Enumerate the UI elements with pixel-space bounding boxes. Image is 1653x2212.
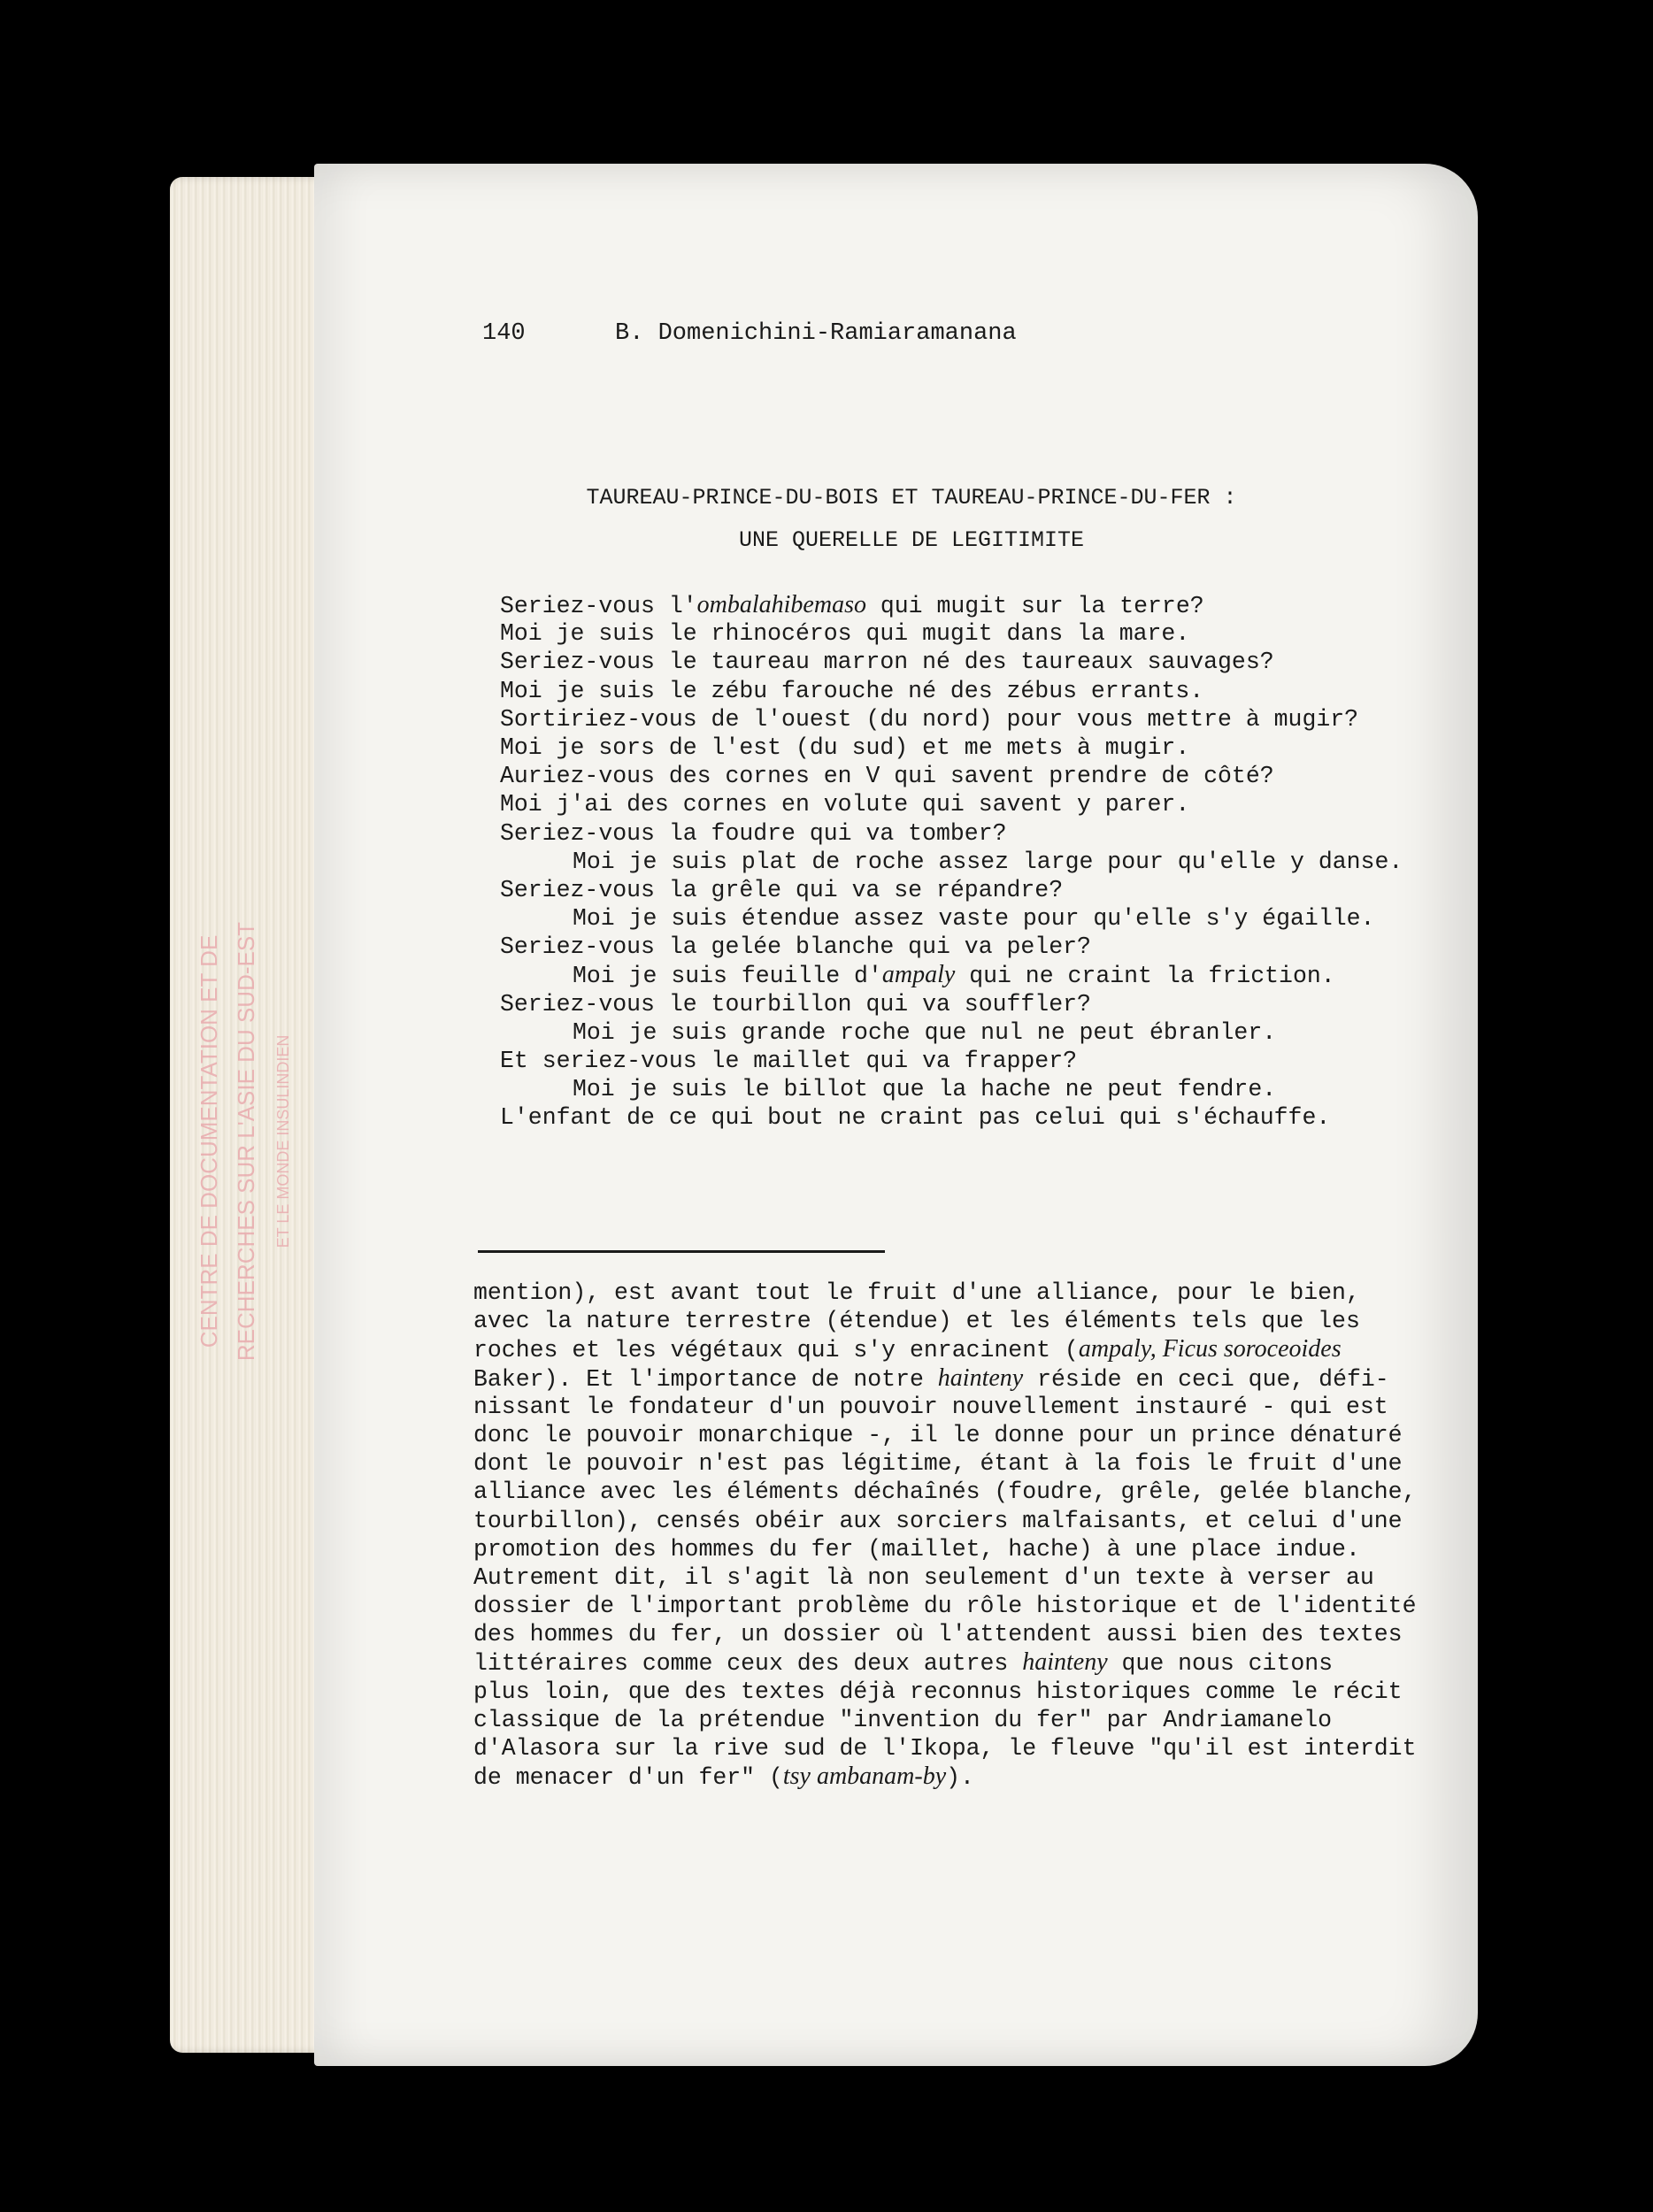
poem-line: Moi j'ai des cornes en volute qui savent y parer. xyxy=(500,791,1190,818)
poem-line: Auriez-vous des cornes en V qui savent prendre de côté? xyxy=(500,763,1274,790)
page-number: 140 xyxy=(482,320,526,347)
poem-line: Sortiriez-vous de l'ouest (du nord) pour vous mettre à mugir? xyxy=(500,705,1359,733)
text-line xyxy=(473,1335,1434,1363)
text: ). xyxy=(946,1764,974,1792)
italic-term: ombalahibemaso xyxy=(696,591,866,618)
text-line: Autrement dit, il s'agit là non seulement d'un texte à verser au xyxy=(473,1563,1374,1591)
text: Seriez-vous l' xyxy=(500,593,697,619)
text-line: avec la nature terrestre (étendue) et les éléments tels que les xyxy=(473,1308,1360,1335)
section-rule xyxy=(478,1250,885,1253)
poem-line xyxy=(500,591,1403,619)
text: qui ne craint la friction. xyxy=(955,963,1335,990)
text-line: plus loin, que des textes déjà reconnus historiques comme le récit xyxy=(473,1678,1403,1705)
text: roches et les végétaux qui s'y enracinent ( xyxy=(473,1337,1079,1364)
text: Moi je suis feuille d' xyxy=(573,963,882,990)
poem-line: Moi je suis grande roche que nul ne peut ébranler. xyxy=(573,1018,1277,1046)
text-line: classique de la prétendue "invention du fer" par Andriamanelo xyxy=(473,1706,1333,1733)
italic-term: tsy ambanam-by xyxy=(782,1763,947,1791)
text-line: alliance avec les éléments déchaînés (foudre, grêle, gelée blanche, xyxy=(473,1479,1417,1506)
poem xyxy=(500,591,1403,1133)
poem-line: Seriez-vous la gelée blanche qui va peler? xyxy=(500,933,1091,961)
poem-line: Moi je suis plat de roche assez large pour qu'elle y danse. xyxy=(573,848,1403,875)
poem-subtitle: UNE QUERELLE DE LEGITIMITE xyxy=(738,527,1085,553)
text-line: dont le pouvoir n'est pas légitime, étant à la fois le fruit d'une xyxy=(473,1450,1403,1478)
author-name: B. Domenichini-Ramiaramanana xyxy=(615,320,1017,347)
poem-title: TAUREAU-PRINCE-DU-BOIS ET TAUREAU-PRINCE-DU-FER : xyxy=(586,485,1237,511)
text: qui mugit sur la terre? xyxy=(865,593,1204,619)
stamp-line: RECHERCHES SUR L'ASIE DU SUD-EST xyxy=(233,921,259,1362)
poem-line: L'enfant de ce qui bout ne craint pas celui qui s'échauffe. xyxy=(500,1104,1331,1132)
text-line: dossier de l'important problème du rôle historique et de l'identité xyxy=(473,1593,1417,1620)
text-line: mention), est avant tout le fruit d'une alliance, pour le bien, xyxy=(473,1279,1360,1306)
poem-line: Seriez-vous la foudre qui va tomber? xyxy=(500,819,1007,847)
italic-term: hainteny xyxy=(937,1363,1024,1392)
library-stamp xyxy=(190,894,350,1389)
italic-term: ampaly xyxy=(881,961,956,989)
poem-line: Seriez-vous le taureau marron né des taureaux sauvages? xyxy=(500,649,1274,676)
poem-line: Moi je suis le zébu farouche né des zébus errants. xyxy=(500,677,1204,704)
stamp-line: ET LE MONDE INSULINDIEN xyxy=(274,1034,292,1248)
text-line: d'Alasora sur la rive sud de l'Ikopa, le fleuve "qu'il est interdit xyxy=(473,1735,1417,1762)
text-line: donc le pouvoir monarchique -, il le donne pour un prince dénaturé xyxy=(473,1421,1403,1448)
text: de menacer d'un fer" ( xyxy=(473,1764,783,1792)
text-line xyxy=(473,1364,1434,1393)
text-line xyxy=(473,1648,1434,1677)
stamp-line: CENTRE DE DOCUMENTATION ET DE xyxy=(196,934,222,1348)
poem-line xyxy=(500,961,1403,989)
text-line: tourbillon), censés obéir aux sorciers malfaisants, et celui d'une xyxy=(473,1507,1403,1534)
poem-line: Moi je sors de l'est (du sud) et me mets à mugir. xyxy=(500,733,1190,761)
poem-line: Seriez-vous la grêle qui va se répandre? xyxy=(500,876,1064,903)
text-line: promotion des hommes du fer (maillet, hache) à une place indue. xyxy=(473,1535,1360,1563)
text-line: nissant le fondateur d'un pouvoir nouvellement instauré - qui est xyxy=(473,1393,1388,1420)
body-text xyxy=(473,1279,1434,1791)
poem-line: Moi je suis le billot que la hache ne peut fendre. xyxy=(573,1076,1277,1103)
text: Baker). Et l'importance de notre xyxy=(473,1365,938,1393)
poem-line: Moi je suis le rhinocéros qui mugit dans la mare. xyxy=(500,620,1190,648)
text-line xyxy=(473,1763,1434,1791)
poem-line: Et seriez-vous le maillet qui va frapper? xyxy=(500,1048,1078,1074)
text: littéraires comme ceux des deux autres xyxy=(473,1650,1023,1678)
poem-line: Moi je suis étendue assez vaste pour qu'elle s'y égaille. xyxy=(573,905,1375,933)
poem-line: Seriez-vous le tourbillon qui va souffler? xyxy=(500,990,1091,1018)
italic-term: hainteny xyxy=(1022,1648,1108,1677)
running-header xyxy=(482,320,1017,347)
text: que nous citons xyxy=(1107,1650,1334,1678)
italic-term: ampaly, Ficus soroceoides xyxy=(1078,1335,1342,1363)
text: réside en ceci que, défi- xyxy=(1023,1365,1389,1393)
text-line: des hommes du fer, un dossier où l'attendent aussi bien des textes xyxy=(473,1621,1403,1648)
